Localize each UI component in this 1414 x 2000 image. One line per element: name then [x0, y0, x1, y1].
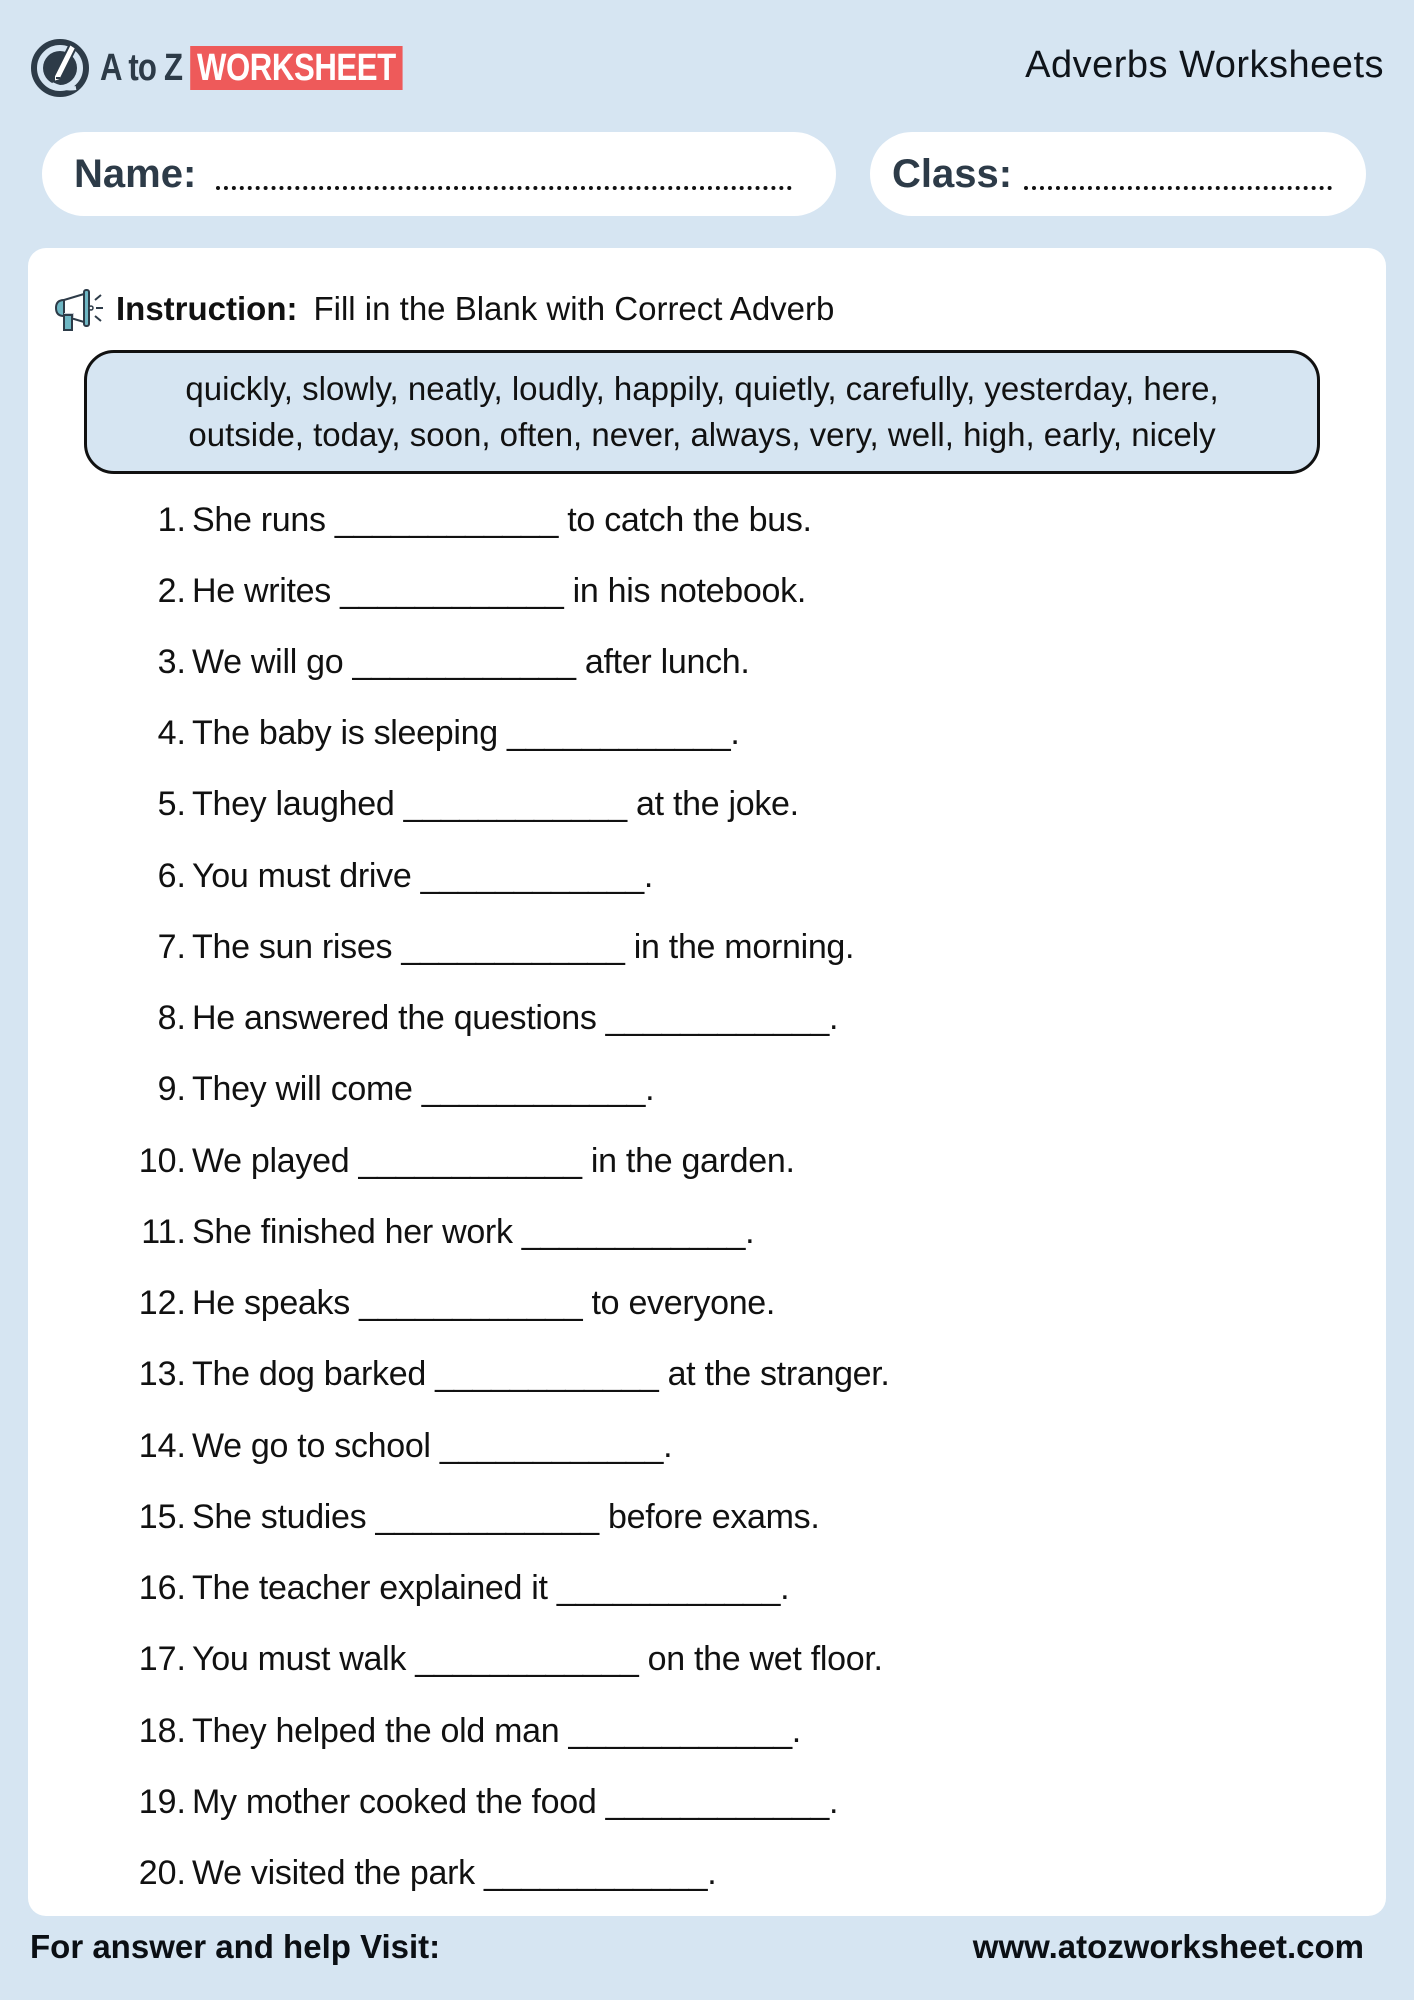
question-number: 16. [138, 1569, 186, 1607]
question-text: She runs ____________ to catch the bus. [192, 501, 812, 539]
site-logo[interactable] [30, 38, 469, 98]
question-text: The sun rises ____________ in the morning. [192, 928, 855, 966]
question-number: 12. [138, 1284, 186, 1322]
instruction-text: Fill in the Blank with Correct Adverb [313, 290, 835, 327]
question-text: My mother cooked the food ____________. [192, 1783, 839, 1821]
question-number: 8. [157, 999, 186, 1037]
footer-website-link[interactable]: www.atozworksheet.com [972, 1928, 1364, 1965]
name-field[interactable] [42, 132, 836, 216]
question-number: 13. [138, 1355, 186, 1393]
page-title: Adverbs Worksheets [1025, 44, 1384, 86]
question-item[interactable] [28, 698, 739, 769]
megaphone-icon [54, 286, 104, 332]
question-number: 4. [157, 714, 186, 752]
question-text: They will come ____________. [192, 1070, 655, 1108]
question-text: He speaks ____________ to everyone. [192, 1284, 776, 1322]
logo-badge: WORKSHEET [190, 46, 402, 90]
question-item[interactable] [28, 769, 799, 840]
question-text: We go to school ____________. [192, 1427, 673, 1465]
question-text: We visited the park ____________. [192, 1854, 717, 1892]
question-text: He writes ____________ in his notebook. [192, 572, 806, 610]
question-item[interactable] [28, 1838, 716, 1909]
question-item[interactable] [28, 1482, 820, 1553]
question-item[interactable] [28, 1624, 883, 1695]
question-number: 5. [157, 785, 186, 823]
question-item[interactable] [28, 1553, 789, 1624]
question-item[interactable] [28, 1268, 775, 1339]
word-bank [84, 350, 1320, 474]
question-number: 7. [157, 928, 186, 966]
worksheet-card [28, 248, 1386, 1916]
question-text: She finished her work ____________. [192, 1213, 755, 1251]
question-text: You must drive ____________. [192, 857, 654, 895]
question-number: 3. [157, 643, 186, 681]
question-text: We will go ____________ after lunch. [192, 643, 750, 681]
logo-text: A to Z [100, 46, 183, 89]
question-text: She studies ____________ before exams. [192, 1498, 820, 1536]
question-item[interactable] [28, 1339, 890, 1410]
class-field[interactable] [870, 132, 1366, 216]
question-number: 15. [138, 1498, 186, 1536]
question-text: You must walk ____________ on the wet floor. [192, 1640, 883, 1678]
question-number: 2. [157, 572, 186, 610]
question-number: 10. [138, 1142, 186, 1180]
question-text: He answered the questions ____________. [192, 999, 839, 1037]
instruction [54, 286, 834, 332]
question-text: They helped the old man ____________. [192, 1712, 801, 1750]
question-item[interactable] [28, 556, 806, 627]
question-item[interactable] [28, 627, 750, 698]
question-number: 19. [138, 1783, 186, 1821]
word-bank-line-2: outside, today, soon, often, never, always, very, well, high, early, nicely [188, 416, 1216, 453]
question-item[interactable] [28, 983, 838, 1054]
question-number: 20. [138, 1854, 186, 1892]
footer-help-text: For answer and help Visit: [30, 1928, 441, 1965]
question-number: 6. [157, 857, 186, 895]
question-item[interactable] [28, 1696, 801, 1767]
question-item[interactable] [28, 1054, 654, 1125]
question-item[interactable] [28, 485, 812, 556]
question-number: 11. [141, 1213, 186, 1251]
question-text: The teacher explained it ____________. [192, 1569, 790, 1607]
question-text: We played ____________ in the garden. [192, 1142, 795, 1180]
word-bank-line-1: quickly, slowly, neatly, loudly, happily, quietly, carefully, yesterday, here, [185, 370, 1219, 407]
question-text: The dog barked ____________ at the stranger. [192, 1355, 890, 1393]
question-number: 14. [138, 1427, 186, 1465]
class-label: Class: [892, 151, 1013, 196]
name-label: Name: [74, 151, 197, 196]
question-text: The baby is sleeping ____________. [192, 714, 740, 752]
question-item[interactable] [28, 1126, 795, 1197]
logo-wordmark [100, 46, 402, 90]
question-text: They laughed ____________ at the joke. [192, 785, 799, 823]
question-number: 9. [157, 1070, 186, 1108]
class-dotted-line[interactable] [1024, 186, 1332, 190]
question-item[interactable] [28, 1411, 672, 1482]
instruction-label: Instruction: [116, 290, 298, 327]
question-item[interactable] [28, 1767, 838, 1838]
question-item[interactable] [28, 841, 653, 912]
pen-nib-circle-icon [30, 38, 90, 98]
question-number: 17. [138, 1640, 186, 1678]
question-item[interactable] [28, 1197, 754, 1268]
question-number: 1. [157, 501, 186, 539]
question-item[interactable] [28, 912, 854, 983]
question-number: 18. [138, 1712, 186, 1750]
name-dotted-line[interactable] [216, 186, 792, 190]
